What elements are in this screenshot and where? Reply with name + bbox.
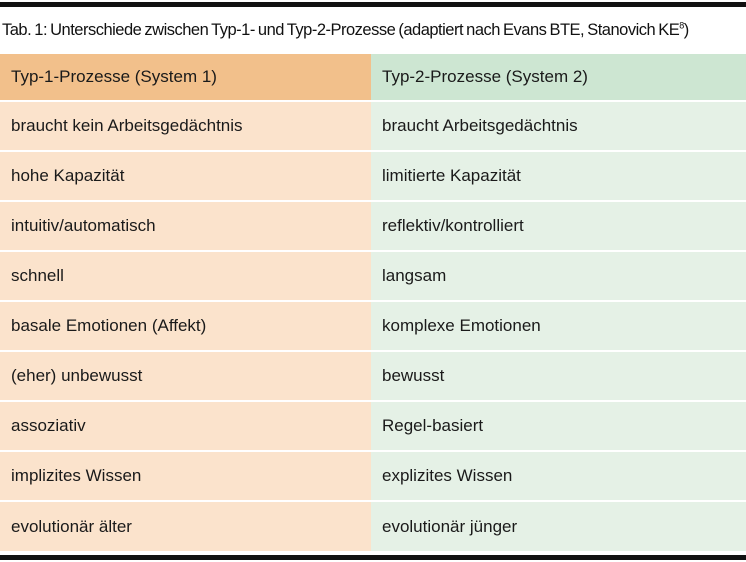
cell-typ2: braucht Arbeitsgedächtnis — [371, 101, 746, 151]
caption-closing: ) — [683, 21, 689, 39]
table-row — [0, 401, 746, 451]
cell-typ1: braucht kein Arbeitsgedächtnis — [0, 101, 371, 151]
cell-typ2: reflektiv/kontrolliert — [371, 201, 746, 251]
header-typ1: Typ-1-Prozesse (System 1) — [0, 54, 371, 101]
cell-typ1: (eher) unbewusst — [0, 351, 371, 401]
table-row — [0, 501, 746, 551]
top-rule — [0, 2, 746, 7]
table-row — [0, 351, 746, 401]
bottom-rule — [0, 555, 746, 560]
caption-footnote-ref: 8 — [679, 20, 684, 31]
header-typ2: Typ-2-Prozesse (System 2) — [371, 54, 746, 101]
cell-typ2: langsam — [371, 251, 746, 301]
table-row — [0, 451, 746, 501]
table-row — [0, 251, 746, 301]
cell-typ2: Regel-basiert — [371, 401, 746, 451]
cell-typ1: implizites Wissen — [0, 451, 371, 501]
comparison-table — [0, 54, 746, 551]
cell-typ2: evolutionär jünger — [371, 501, 746, 551]
cell-typ1: evolutionär älter — [0, 501, 371, 551]
cell-typ2: bewusst — [371, 351, 746, 401]
table-row — [0, 201, 746, 251]
cell-typ2: limitierte Kapazität — [371, 151, 746, 201]
cell-typ2: komplexe Emotionen — [371, 301, 746, 351]
cell-typ2: explizites Wissen — [371, 451, 746, 501]
caption-text: Tab. 1: Unterschiede zwischen Typ-1- und Typ-2-Prozesse (adaptiert nach Evans BTE, Stanovich KE — [2, 21, 680, 39]
cell-typ1: hohe Kapazität — [0, 151, 371, 201]
table-caption — [2, 20, 689, 40]
table-row — [0, 151, 746, 201]
table-header-row — [0, 54, 746, 101]
cell-typ1: basale Emotionen (Affekt) — [0, 301, 371, 351]
table-row — [0, 101, 746, 151]
cell-typ1: schnell — [0, 251, 371, 301]
table-row — [0, 301, 746, 351]
cell-typ1: assoziativ — [0, 401, 371, 451]
cell-typ1: intuitiv/automatisch — [0, 201, 371, 251]
